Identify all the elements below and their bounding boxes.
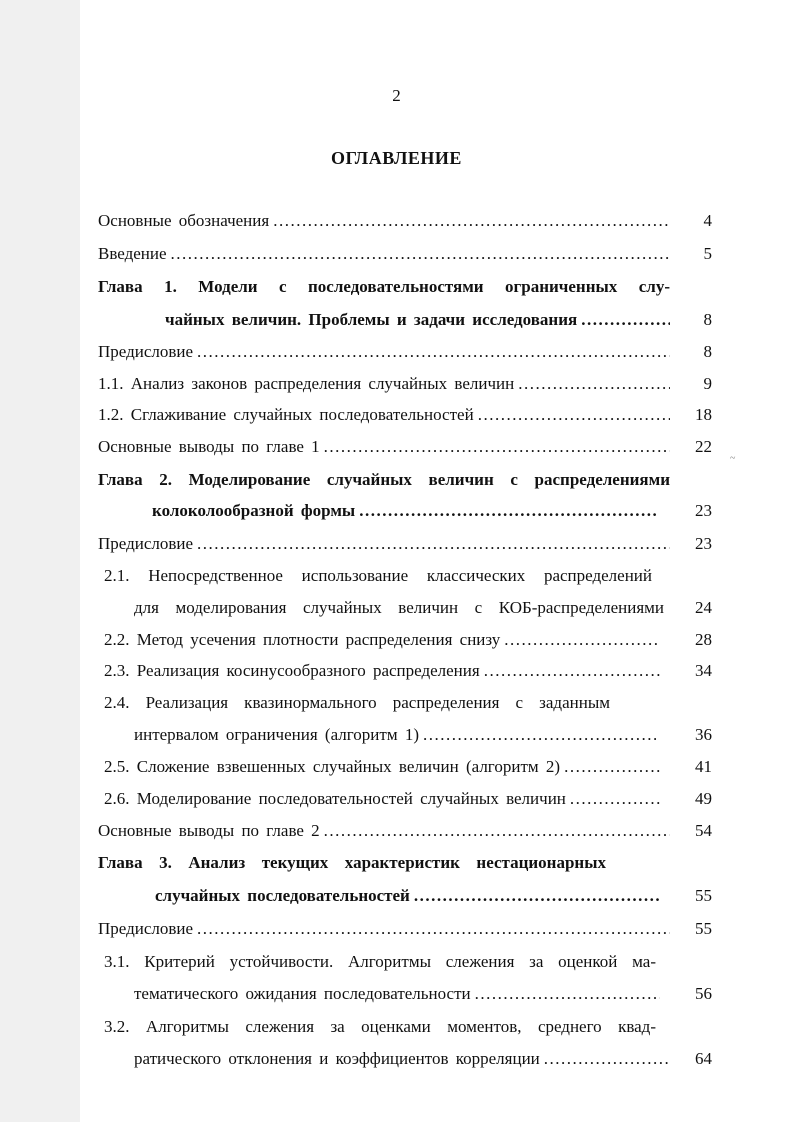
toc-entry-2-2[interactable]: 2.2. Метод усечения плотности распределения снизу .....	[104, 629, 660, 651]
toc-page-ref: 55	[695, 919, 712, 938]
toc-page-ref: 22	[695, 437, 712, 456]
toc-page-ref: 5	[703, 244, 712, 263]
toc-page-ref: 8	[703, 342, 712, 361]
toc-entry-3-1[interactable]: 3.1. Критерий устойчивости. Алгоритмы слежения за оценкой ма-	[104, 952, 656, 971]
toc-entry-2-4[interactable]: 2.4. Реализация квазинормального распределения с заданным	[104, 693, 610, 712]
toc-page-ref: 9	[703, 374, 712, 393]
toc-page-ref: 4	[703, 211, 712, 230]
toc-page-ref: 36	[695, 725, 712, 744]
toc-entry-conclusions-2[interactable]: Основные выводы по главе 2 .....	[98, 820, 670, 842]
toc-title: ОГЛАВЛЕНИЕ	[331, 148, 462, 168]
toc-entry-preface-1[interactable]: Предисловие .....	[98, 341, 670, 363]
toc-chapter-1-heading[interactable]: Глава 1. Модели с последовательностями ограниченных слу-	[98, 277, 670, 296]
toc-entry-1-2[interactable]: 1.2. Сглаживание случайных последовательностей .....	[98, 404, 670, 426]
page-number: 2	[392, 86, 401, 105]
toc-page-ref: 49	[695, 789, 712, 808]
toc-page-ref: 64	[695, 1049, 712, 1068]
toc-page-ref: 34	[695, 661, 712, 680]
toc-entry-conclusions-1[interactable]: Основные выводы по главе 1 .....	[98, 436, 670, 458]
toc-page-ref: 23	[695, 501, 712, 520]
toc-entry-3-1-cont[interactable]: тематического ожидания последовательности .....	[134, 983, 660, 1005]
toc-entry-2-3[interactable]: 2.3. Реализация косинусообразного распределения .....	[104, 660, 660, 682]
toc-entry-introduction[interactable]: Введение .....	[98, 243, 670, 265]
toc-entry-2-6[interactable]: 2.6. Моделирование последовательностей случайных величин .....	[104, 788, 660, 810]
toc-page-ref: 24	[695, 598, 712, 617]
toc-chapter-3-heading-cont[interactable]: случайных последовательностей .....	[155, 885, 660, 907]
toc-entry-3-2[interactable]: 3.2. Алгоритмы слежения за оценками моментов, среднего квад-	[104, 1017, 656, 1036]
toc-chapter-3-heading[interactable]: Глава 3. Анализ текущих характеристик нестационарных	[98, 853, 606, 872]
toc-entry-1-1[interactable]: 1.1. Анализ законов распределения случайных величин .....	[98, 373, 670, 395]
toc-entry-2-1[interactable]: 2.1. Непосредственное использование классических распределений	[104, 566, 652, 585]
toc-page-ref: 23	[695, 534, 712, 553]
toc-entry-2-1-cont[interactable]: для моделирования случайных величин с КОБ-распределениями	[134, 598, 664, 617]
toc-page-ref: 28	[695, 630, 712, 649]
toc-entry-3-2-cont[interactable]: ратического отклонения и коэффициентов корреляции .....	[134, 1048, 668, 1070]
toc-entry-preface-3[interactable]: Предисловие .....	[98, 918, 670, 940]
toc-entry-notation[interactable]: Основные обозначения .....	[98, 210, 670, 232]
toc-entry-2-5[interactable]: 2.5. Сложение взвешенных случайных величин (алгоритм 2) .....	[104, 756, 660, 778]
toc-page-ref: 55	[695, 886, 712, 905]
toc-chapter-2-heading[interactable]: Глава 2. Моделирование случайных величин с распределениями	[98, 470, 670, 489]
toc-page-ref: 8	[703, 310, 712, 329]
toc-entry-preface-2[interactable]: Предисловие .....	[98, 533, 670, 555]
toc-page-ref: 54	[695, 821, 712, 840]
toc-page-ref: 18	[695, 405, 712, 424]
scan-artifact-mark: ~	[730, 453, 736, 464]
toc-chapter-2-heading-cont[interactable]: колоколообразной формы .....	[152, 500, 656, 522]
toc-entry-2-4-cont[interactable]: интервалом ограничения (алгоритм 1) .....	[134, 724, 656, 746]
toc-page-ref: 41	[695, 757, 712, 776]
toc-chapter-1-heading-cont[interactable]: чайных величин. Проблемы и задачи исследования .....	[165, 309, 670, 331]
toc-page-ref: 56	[695, 984, 712, 1003]
